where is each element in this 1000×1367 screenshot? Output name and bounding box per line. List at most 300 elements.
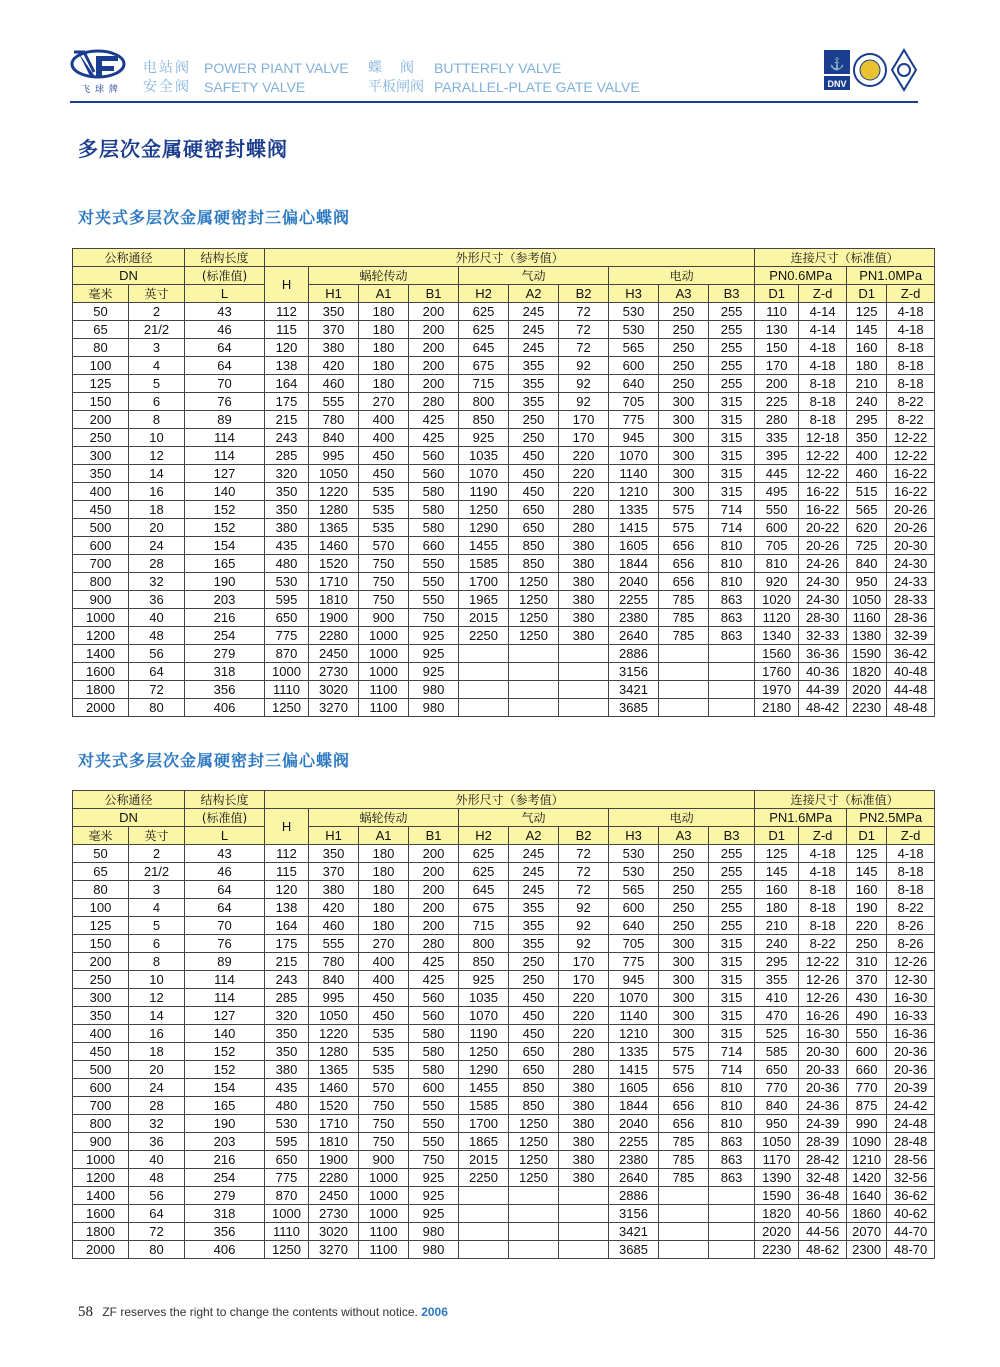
table-cell: 216 bbox=[185, 609, 265, 627]
table-cell: 900 bbox=[359, 1151, 409, 1169]
header-h1: H1 bbox=[309, 827, 359, 845]
table-cell: 1420 bbox=[847, 1169, 887, 1187]
table-cell: 400 bbox=[359, 429, 409, 447]
table-cell: 12-22 bbox=[799, 447, 847, 465]
header-pn-a: PN1.6MPa bbox=[755, 809, 847, 827]
table-row bbox=[73, 681, 935, 699]
table-cell: 995 bbox=[309, 989, 359, 1007]
table-cell: 1965 bbox=[459, 591, 509, 609]
table-cell: 750 bbox=[359, 1115, 409, 1133]
table-cell: 450 bbox=[359, 989, 409, 1007]
table-row bbox=[73, 1205, 935, 1223]
table-cell: 380 bbox=[559, 1097, 609, 1115]
table-cell: 3270 bbox=[309, 1241, 359, 1259]
table-cell: 1000 bbox=[265, 663, 309, 681]
table-cell: 1365 bbox=[309, 519, 359, 537]
table-cell: 2250 bbox=[459, 1169, 509, 1187]
table-cell: 350 bbox=[309, 845, 359, 863]
table-cell: 2255 bbox=[609, 591, 659, 609]
table-cell: 16-22 bbox=[887, 465, 935, 483]
table-cell: 420 bbox=[309, 357, 359, 375]
table-cell: 350 bbox=[73, 1007, 129, 1025]
table-cell: 2 bbox=[129, 845, 185, 863]
header-d1-a: D1 bbox=[755, 285, 799, 303]
table-cell: 64 bbox=[185, 357, 265, 375]
table-row bbox=[73, 1223, 935, 1241]
table-cell: 2380 bbox=[609, 609, 659, 627]
table-cell: 625 bbox=[459, 863, 509, 881]
table-cell: 112 bbox=[265, 845, 309, 863]
table-cell: 285 bbox=[265, 447, 309, 465]
table-cell: 21/2 bbox=[129, 863, 185, 881]
table-cell: 900 bbox=[73, 591, 129, 609]
table-cell bbox=[509, 645, 559, 663]
table-cell: 2180 bbox=[755, 699, 799, 717]
table-cell: 1035 bbox=[459, 447, 509, 465]
table-cell: 850 bbox=[509, 1079, 559, 1097]
table-cell: 28-42 bbox=[799, 1151, 847, 1169]
table-cell: 2230 bbox=[755, 1241, 799, 1259]
table-cell: 450 bbox=[509, 989, 559, 1007]
table-cell: 24-42 bbox=[887, 1097, 935, 1115]
table-cell: 210 bbox=[847, 375, 887, 393]
table-cell: 863 bbox=[709, 1151, 755, 1169]
table-cell: 570 bbox=[359, 1079, 409, 1097]
page-title: 多层次金属硬密封蝶阀 bbox=[78, 137, 288, 161]
table-cell: 12-26 bbox=[799, 971, 847, 989]
header-h3: H3 bbox=[609, 827, 659, 845]
table-cell: 1415 bbox=[609, 519, 659, 537]
table-cell: 700 bbox=[73, 1097, 129, 1115]
table-cell: 925 bbox=[459, 429, 509, 447]
table-cell bbox=[459, 681, 509, 699]
table-cell: 714 bbox=[709, 519, 755, 537]
header-length: 结构长度 bbox=[185, 791, 265, 809]
table-cell: 425 bbox=[409, 411, 459, 429]
table-cell: 72 bbox=[559, 321, 609, 339]
table-cell: 2730 bbox=[309, 1205, 359, 1223]
table-cell: 1600 bbox=[73, 1205, 129, 1223]
table-cell: 8-22 bbox=[887, 899, 935, 917]
table-cell: 4-18 bbox=[887, 321, 935, 339]
table-cell: 2450 bbox=[309, 1187, 359, 1205]
table-cell: 8-26 bbox=[887, 935, 935, 953]
table-cell: 400 bbox=[847, 447, 887, 465]
table-cell: 8-18 bbox=[799, 881, 847, 899]
table-cell: 255 bbox=[709, 881, 755, 899]
table-cell: 250 bbox=[659, 375, 709, 393]
table-cell: 48-42 bbox=[799, 699, 847, 717]
table-cell: 200 bbox=[73, 411, 129, 429]
table-cell: 46 bbox=[185, 321, 265, 339]
header-col-en-2 bbox=[434, 59, 640, 97]
table-cell bbox=[559, 699, 609, 717]
table-cell: 775 bbox=[265, 627, 309, 645]
table-cell: 1090 bbox=[847, 1133, 887, 1151]
table-cell: 1415 bbox=[609, 1061, 659, 1079]
table-cell: 8-22 bbox=[799, 935, 847, 953]
table-cell: 1050 bbox=[847, 591, 887, 609]
table-cell: 425 bbox=[409, 953, 459, 971]
table-cell: 560 bbox=[409, 465, 459, 483]
table-cell: 100 bbox=[73, 899, 129, 917]
table-cell: 44-56 bbox=[799, 1223, 847, 1241]
table-cell: 315 bbox=[709, 953, 755, 971]
table-cell bbox=[559, 1187, 609, 1205]
table-cell: 1000 bbox=[359, 663, 409, 681]
table-row bbox=[73, 1007, 935, 1025]
table-cell: 200 bbox=[409, 863, 459, 881]
table-cell: 780 bbox=[309, 953, 359, 971]
table-cell: 565 bbox=[609, 339, 659, 357]
table-cell: 24-26 bbox=[799, 555, 847, 573]
table-cell: 1585 bbox=[459, 1097, 509, 1115]
table-cell: 72 bbox=[559, 845, 609, 863]
table-cell: 300 bbox=[659, 953, 709, 971]
table-cell: 32-56 bbox=[887, 1169, 935, 1187]
header-b3: B3 bbox=[709, 285, 755, 303]
header-en-butterfly-valve: BUTTERFLY VALVE bbox=[434, 60, 562, 76]
table-cell: 950 bbox=[755, 1115, 799, 1133]
table-cell: 315 bbox=[709, 393, 755, 411]
table-cell: 16 bbox=[129, 1025, 185, 1043]
table-cell: 72 bbox=[559, 303, 609, 321]
table-cell: 100 bbox=[73, 357, 129, 375]
table-cell: 150 bbox=[755, 339, 799, 357]
table-cell: 92 bbox=[559, 899, 609, 917]
table-cell: 152 bbox=[185, 501, 265, 519]
page-footer bbox=[78, 1304, 448, 1321]
table-cell bbox=[659, 645, 709, 663]
table-cell: 220 bbox=[559, 483, 609, 501]
table-cell: 180 bbox=[359, 375, 409, 393]
table-cell: 80 bbox=[129, 699, 185, 717]
table-row bbox=[73, 845, 935, 863]
table-cell: 220 bbox=[559, 989, 609, 1007]
table-cell: 24-30 bbox=[887, 555, 935, 573]
table-cell: 595 bbox=[265, 591, 309, 609]
table-cell: 115 bbox=[265, 863, 309, 881]
table-cell: 1585 bbox=[459, 555, 509, 573]
table-cell: 800 bbox=[73, 573, 129, 591]
table-cell: 200 bbox=[409, 357, 459, 375]
table-cell: 840 bbox=[309, 971, 359, 989]
table-cell: 355 bbox=[509, 899, 559, 917]
table-cell: 1140 bbox=[609, 1007, 659, 1025]
table-cell: 50 bbox=[73, 303, 129, 321]
table-cell: 1400 bbox=[73, 1187, 129, 1205]
table-cell: 370 bbox=[309, 863, 359, 881]
table-cell: 2000 bbox=[73, 1241, 129, 1259]
table-cell: 160 bbox=[847, 881, 887, 899]
table-cell: 530 bbox=[609, 321, 659, 339]
table-cell: 2886 bbox=[609, 645, 659, 663]
table-cell: 400 bbox=[73, 483, 129, 501]
table-cell: 925 bbox=[409, 1205, 459, 1223]
table-cell: 114 bbox=[185, 989, 265, 1007]
table-cell: 1250 bbox=[509, 627, 559, 645]
table-cell: 1335 bbox=[609, 1043, 659, 1061]
table-cell bbox=[709, 645, 755, 663]
table-cell: 18 bbox=[129, 501, 185, 519]
table-cell: 115 bbox=[265, 321, 309, 339]
table-cell: 225 bbox=[755, 393, 799, 411]
table-cell: 450 bbox=[359, 1007, 409, 1025]
table-cell: 315 bbox=[709, 989, 755, 1007]
table-cell: 480 bbox=[265, 1097, 309, 1115]
table-cell: 410 bbox=[755, 989, 799, 1007]
table-cell: 300 bbox=[659, 465, 709, 483]
table-cell: 863 bbox=[709, 591, 755, 609]
table-cell: 180 bbox=[359, 863, 409, 881]
table-cell: 1900 bbox=[309, 609, 359, 627]
table-cell: 945 bbox=[609, 971, 659, 989]
table-cell: 650 bbox=[509, 501, 559, 519]
table-cell: 1250 bbox=[265, 699, 309, 717]
table-cell: 24-48 bbox=[887, 1115, 935, 1133]
table-cell: 12-22 bbox=[799, 465, 847, 483]
table-cell: 80 bbox=[129, 1241, 185, 1259]
table-cell: 1455 bbox=[459, 1079, 509, 1097]
table-cell: 220 bbox=[559, 1025, 609, 1043]
table-cell: 12-30 bbox=[887, 971, 935, 989]
table-cell: 645 bbox=[459, 881, 509, 899]
table-cell: 48-62 bbox=[799, 1241, 847, 1259]
table-cell: 250 bbox=[73, 971, 129, 989]
header-zd-b: Z-d bbox=[887, 285, 935, 303]
table-cell: 24-39 bbox=[799, 1115, 847, 1133]
table-cell: 300 bbox=[659, 1007, 709, 1025]
header-a2: A2 bbox=[509, 285, 559, 303]
header-pn-a: PN0.6MPa bbox=[755, 267, 847, 285]
table-cell: 300 bbox=[659, 429, 709, 447]
header-electric: 电动 bbox=[609, 809, 755, 827]
table-cell: 295 bbox=[847, 411, 887, 429]
table-cell: 925 bbox=[409, 663, 459, 681]
table-cell: 20-39 bbox=[887, 1079, 935, 1097]
table-cell: 1820 bbox=[847, 663, 887, 681]
table-cell: 980 bbox=[409, 699, 459, 717]
table-cell: 4-18 bbox=[887, 845, 935, 863]
table-cell: 3156 bbox=[609, 663, 659, 681]
table-cell: 1210 bbox=[609, 483, 659, 501]
table-cell: 380 bbox=[559, 1133, 609, 1151]
table-cell: 1280 bbox=[309, 501, 359, 519]
table-cell: 16-22 bbox=[887, 483, 935, 501]
header-en-safety-valve: SAFETY VALVE bbox=[204, 79, 306, 95]
header-dn-sub: DN bbox=[73, 267, 185, 285]
table-cell: 875 bbox=[847, 1097, 887, 1115]
table-cell: 300 bbox=[659, 935, 709, 953]
table-cell: 285 bbox=[265, 989, 309, 1007]
table-cell: 800 bbox=[73, 1115, 129, 1133]
table-cell: 2020 bbox=[755, 1223, 799, 1241]
table-cell: 810 bbox=[709, 573, 755, 591]
table-cell: 425 bbox=[409, 971, 459, 989]
table-cell: 40-48 bbox=[887, 663, 935, 681]
table-cell: 450 bbox=[359, 465, 409, 483]
table-cell: 555 bbox=[309, 393, 359, 411]
table-cell: 12 bbox=[129, 447, 185, 465]
table-cell: 850 bbox=[459, 953, 509, 971]
table-cell: 450 bbox=[73, 1043, 129, 1061]
table-cell: 120 bbox=[265, 339, 309, 357]
table-cell: 315 bbox=[709, 1007, 755, 1025]
table-cell: 180 bbox=[359, 303, 409, 321]
table-cell: 315 bbox=[709, 971, 755, 989]
table-cell bbox=[659, 1241, 709, 1259]
table-cell bbox=[459, 663, 509, 681]
table-cell: 750 bbox=[409, 1151, 459, 1169]
table-cell: 4-18 bbox=[799, 845, 847, 863]
table-cell: 24 bbox=[129, 1079, 185, 1097]
table-cell: 48-70 bbox=[887, 1241, 935, 1259]
table-cell: 16-22 bbox=[799, 483, 847, 501]
table-cell: 152 bbox=[185, 1043, 265, 1061]
table-cell: 56 bbox=[129, 1187, 185, 1205]
table-cell: 380 bbox=[559, 1079, 609, 1097]
header-a2: A2 bbox=[509, 827, 559, 845]
table-cell: 270 bbox=[359, 393, 409, 411]
table-cell: 705 bbox=[609, 393, 659, 411]
table-cell: 64 bbox=[185, 339, 265, 357]
header-en-gate-valve: PARALLEL-PLATE GATE VALVE bbox=[434, 79, 640, 95]
table-cell: 645 bbox=[459, 339, 509, 357]
table-cell: 450 bbox=[73, 501, 129, 519]
table-cell: 36 bbox=[129, 1133, 185, 1151]
table-cell: 20-26 bbox=[799, 537, 847, 555]
table-cell: 210 bbox=[755, 917, 799, 935]
table-cell: 92 bbox=[559, 393, 609, 411]
table-cell bbox=[659, 663, 709, 681]
table-cell: 350 bbox=[73, 465, 129, 483]
table-cell: 1250 bbox=[509, 1151, 559, 1169]
section-title-1: 对夹式多层次金属硬密封三偏心蝶阀 bbox=[78, 208, 351, 227]
table-cell: 350 bbox=[265, 483, 309, 501]
table-cell: 4 bbox=[129, 899, 185, 917]
footer-year: 2006 bbox=[421, 1305, 448, 1319]
table-cell: 535 bbox=[359, 1043, 409, 1061]
header-b1: B1 bbox=[409, 827, 459, 845]
table-cell bbox=[559, 1241, 609, 1259]
table-cell: 5 bbox=[129, 375, 185, 393]
table-cell: 12-26 bbox=[887, 953, 935, 971]
header-inch: 英寸 bbox=[129, 827, 185, 845]
table-cell: 560 bbox=[409, 989, 459, 1007]
table-cell: 1100 bbox=[359, 699, 409, 717]
table-row bbox=[73, 447, 935, 465]
table-cell: 110 bbox=[755, 303, 799, 321]
table-cell: 315 bbox=[709, 429, 755, 447]
table-cell: 279 bbox=[185, 645, 265, 663]
table-cell: 270 bbox=[359, 935, 409, 953]
header-a1: A1 bbox=[359, 827, 409, 845]
table-cell: 1865 bbox=[459, 1133, 509, 1151]
table-cell: 140 bbox=[185, 1025, 265, 1043]
table-cell bbox=[559, 1223, 609, 1241]
table-row bbox=[73, 1151, 935, 1169]
table-cell: 145 bbox=[847, 321, 887, 339]
table-cell: 125 bbox=[847, 303, 887, 321]
table-cell: 470 bbox=[755, 1007, 799, 1025]
table-cell: 36-48 bbox=[799, 1187, 847, 1205]
table-cell: 89 bbox=[185, 953, 265, 971]
table-cell: 36-62 bbox=[887, 1187, 935, 1205]
header-h3: H3 bbox=[609, 285, 659, 303]
table-cell: 65 bbox=[73, 863, 129, 881]
table-cell bbox=[559, 681, 609, 699]
table-cell: 170 bbox=[559, 411, 609, 429]
table-cell: 1380 bbox=[847, 627, 887, 645]
table-cell: 356 bbox=[185, 681, 265, 699]
table-cell: 2230 bbox=[847, 699, 887, 717]
table-cell: 656 bbox=[659, 537, 709, 555]
table-cell: 550 bbox=[755, 501, 799, 519]
table-cell: 36 bbox=[129, 591, 185, 609]
table-cell: 8 bbox=[129, 953, 185, 971]
table-cell: 250 bbox=[659, 357, 709, 375]
table-cell: 250 bbox=[847, 935, 887, 953]
table-cell: 1120 bbox=[755, 609, 799, 627]
table-cell: 550 bbox=[409, 573, 459, 591]
header-length: 结构长度 bbox=[185, 249, 265, 267]
table-cell: 580 bbox=[409, 483, 459, 501]
table-cell bbox=[659, 681, 709, 699]
table-cell: 28-33 bbox=[887, 591, 935, 609]
table-cell: 3685 bbox=[609, 1241, 659, 1259]
footer-note: ZF reserves the right to change the contents without notice. bbox=[102, 1305, 418, 1319]
table-cell: 800 bbox=[459, 393, 509, 411]
table-cell: 1810 bbox=[309, 1133, 359, 1151]
table-cell: 750 bbox=[359, 573, 409, 591]
table-row bbox=[73, 465, 935, 483]
table-cell: 8-22 bbox=[887, 411, 935, 429]
table-row bbox=[73, 917, 935, 935]
table-cell: 300 bbox=[659, 1025, 709, 1043]
table-cell: 785 bbox=[659, 609, 709, 627]
table-cell: 8 bbox=[129, 411, 185, 429]
table-cell: 500 bbox=[73, 519, 129, 537]
table-cell: 24-33 bbox=[887, 573, 935, 591]
table-cell: 200 bbox=[755, 375, 799, 393]
header-dims: 外形尺寸（参考值） bbox=[265, 791, 755, 809]
table-cell: 3020 bbox=[309, 1223, 359, 1241]
table-cell bbox=[709, 663, 755, 681]
table-cell: 675 bbox=[459, 899, 509, 917]
table-cell: 16-30 bbox=[887, 989, 935, 1007]
table-cell bbox=[459, 1223, 509, 1241]
table-cell: 8-18 bbox=[799, 899, 847, 917]
table-cell: 300 bbox=[73, 447, 129, 465]
table-cell: 20-26 bbox=[887, 501, 935, 519]
header-inch: 英寸 bbox=[129, 285, 185, 303]
table-cell: 24-30 bbox=[799, 573, 847, 591]
table-cell: 14 bbox=[129, 1007, 185, 1025]
spec-table-2-body bbox=[73, 845, 935, 1259]
table-cell: 315 bbox=[709, 447, 755, 465]
table-cell bbox=[709, 681, 755, 699]
table-cell: 1800 bbox=[73, 681, 129, 699]
table-cell: 190 bbox=[185, 1115, 265, 1133]
table-cell: 8-18 bbox=[887, 375, 935, 393]
table-cell: 245 bbox=[509, 863, 559, 881]
table-cell: 863 bbox=[709, 609, 755, 627]
table-cell: 450 bbox=[509, 465, 559, 483]
table-cell: 64 bbox=[129, 663, 185, 681]
table-cell: 863 bbox=[709, 1133, 755, 1151]
table-cell: 280 bbox=[559, 1043, 609, 1061]
table-cell: 1050 bbox=[309, 1007, 359, 1025]
